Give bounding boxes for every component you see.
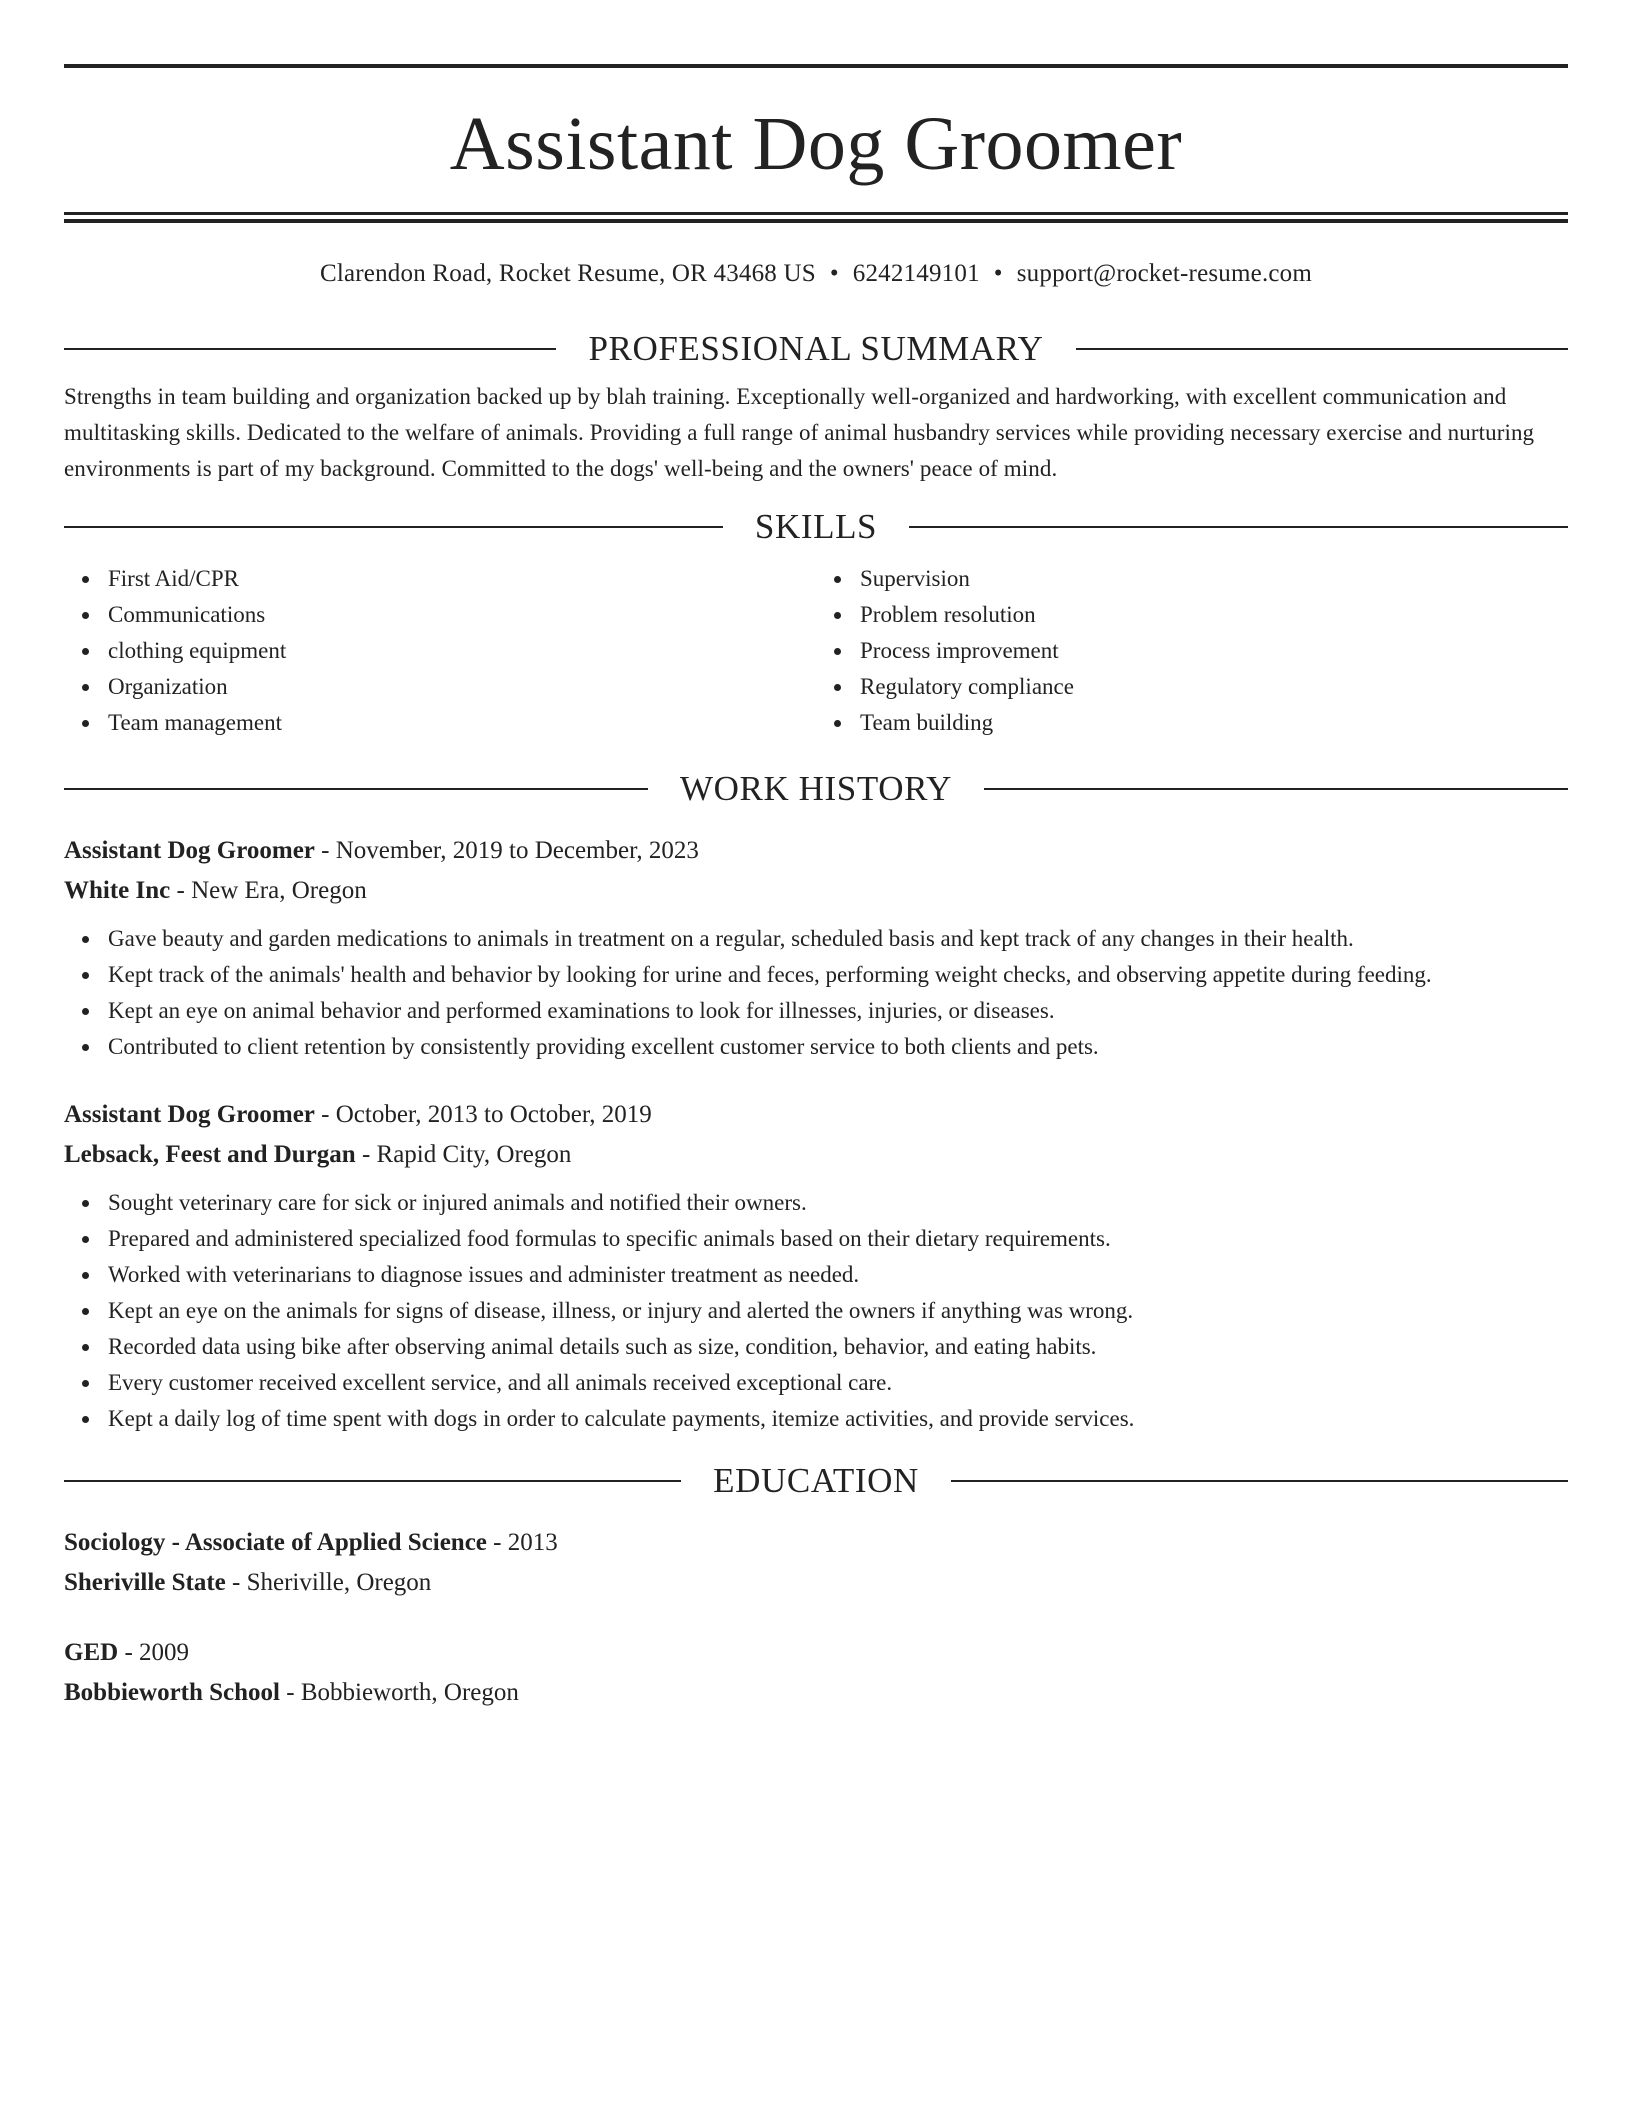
contact-address: Clarendon Road, Rocket Resume, OR 43468 US bbox=[319, 260, 816, 287]
job-bullet bbox=[64, 1029, 1568, 1065]
resume-page bbox=[64, 64, 1568, 1713]
education-degree-line: GED - 2009 bbox=[64, 1639, 190, 1666]
heading-rule-right bbox=[909, 526, 1568, 528]
education-entry bbox=[64, 1523, 1568, 1603]
education-heading-label: EDUCATION bbox=[713, 1461, 919, 1500]
job-location: Rapid City, Oregon bbox=[376, 1141, 572, 1168]
bullet-icon bbox=[834, 720, 841, 727]
skills-column-left bbox=[64, 561, 816, 741]
education-year: 2013 bbox=[507, 1529, 558, 1556]
job-bullet-text: Recorded data using bike after observing animal details such as size, condition, behavior, and eating habits. bbox=[108, 1334, 1097, 1359]
skill-item bbox=[816, 597, 1568, 633]
job-bullet bbox=[64, 1329, 1568, 1365]
job-dates: November, 2019 to December, 2023 bbox=[335, 837, 699, 864]
bullet-icon bbox=[82, 936, 89, 943]
job-bullet bbox=[64, 1185, 1568, 1221]
job-entry bbox=[64, 1095, 1568, 1437]
job-bullet-text: Worked with veterinarians to diagnose issues and administer treatment as needed. bbox=[108, 1262, 860, 1287]
job-bullet-text: Kept an eye on the animals for signs of disease, illness, or injury and alerted the owners if anything was wrong. bbox=[108, 1298, 1134, 1323]
job-bullet bbox=[64, 1365, 1568, 1401]
contact-line bbox=[64, 259, 1568, 289]
education-school: Sheriville State bbox=[64, 1569, 226, 1596]
skill-label: Process improvement bbox=[860, 638, 1059, 663]
education-school: Bobbieworth School bbox=[64, 1679, 281, 1706]
bullet-icon bbox=[82, 1344, 89, 1351]
bullet-icon bbox=[82, 648, 89, 655]
job-bullet bbox=[64, 921, 1568, 957]
job-bullet-text: Prepared and administered specialized food formulas to specific animals based on their dietary requirements. bbox=[108, 1226, 1111, 1251]
education-degree: Sociology - Associate of Applied Science bbox=[64, 1529, 487, 1556]
skill-label: Problem resolution bbox=[860, 602, 1036, 627]
resume-title: Assistant Dog Groomer bbox=[449, 102, 1183, 186]
skills-column-right bbox=[816, 561, 1568, 741]
contact-email: support@rocket-resume.com bbox=[1016, 260, 1313, 287]
bullet-icon bbox=[82, 1236, 89, 1243]
skill-label: First Aid/CPR bbox=[108, 566, 240, 591]
job-title: Assistant Dog Groomer bbox=[64, 1101, 315, 1128]
job-bullet bbox=[64, 1401, 1568, 1437]
heading-rule-right bbox=[1076, 348, 1568, 350]
skill-label: Supervision bbox=[860, 566, 970, 591]
job-entry bbox=[64, 831, 1568, 1065]
job-bullet-text: Kept an eye on animal behavior and performed examinations to look for illnesses, injuries, or diseases. bbox=[108, 998, 1055, 1023]
bullet-icon bbox=[834, 684, 841, 691]
heading-rule-left bbox=[64, 526, 723, 528]
job-location: New Era, Oregon bbox=[191, 877, 367, 904]
bullet-icon bbox=[82, 972, 89, 979]
job-bullet bbox=[64, 993, 1568, 1029]
education-heading bbox=[64, 1459, 1568, 1503]
bullet-icon bbox=[82, 1308, 89, 1315]
job-company-line: Lebsack, Feest and Durgan - Rapid City, Oregon bbox=[64, 1141, 572, 1168]
job-company: Lebsack, Feest and Durgan bbox=[64, 1141, 356, 1168]
skill-label: Organization bbox=[108, 674, 228, 699]
summary-heading bbox=[64, 327, 1568, 371]
job-title-line: Assistant Dog Groomer - October, 2013 to October, 2019 bbox=[64, 1101, 652, 1128]
top-rule bbox=[64, 64, 1568, 68]
job-bullet-text: Sought veterinary care for sick or injured animals and notified their owners. bbox=[108, 1190, 807, 1215]
bullet-icon bbox=[82, 1044, 89, 1051]
education-location: Bobbieworth, Oregon bbox=[300, 1679, 519, 1706]
skill-item bbox=[816, 669, 1568, 705]
title-double-rule bbox=[64, 212, 1568, 223]
bullet-icon bbox=[82, 1416, 89, 1423]
job-bullet-text: Every customer received excellent service, and all animals received exceptional care. bbox=[108, 1370, 893, 1395]
job-bullet bbox=[64, 1221, 1568, 1257]
education-school-line: Bobbieworth School - Bobbieworth, Oregon bbox=[64, 1679, 519, 1706]
job-bullet-text: Kept a daily log of time spent with dogs in order to calculate payments, itemize activities, and provide services. bbox=[108, 1406, 1135, 1431]
job-bullet-text: Contributed to client retention by consistently providing excellent customer service to both clients and pets. bbox=[108, 1034, 1099, 1059]
job-dates: October, 2013 to October, 2019 bbox=[335, 1101, 652, 1128]
job-bullets bbox=[64, 1185, 1568, 1437]
education-degree: GED bbox=[64, 1639, 119, 1666]
work-heading-label: WORK HISTORY bbox=[680, 769, 952, 808]
job-bullet-text: Gave beauty and garden medications to animals in treatment on a regular, scheduled basis and kept track of any changes in their health. bbox=[108, 926, 1354, 951]
skill-label: Regulatory compliance bbox=[860, 674, 1074, 699]
job-company: White Inc bbox=[64, 877, 171, 904]
education-school-line: Sheriville State - Sheriville, Oregon bbox=[64, 1569, 432, 1596]
job-bullet bbox=[64, 957, 1568, 993]
job-bullet-text: Kept track of the animals' health and behavior by looking for urine and feces, performing weight checks, and observing appetite during feeding. bbox=[108, 962, 1432, 987]
job-company-line: White Inc - New Era, Oregon bbox=[64, 877, 367, 904]
bullet-icon bbox=[82, 576, 89, 583]
education-location: Sheriville, Oregon bbox=[246, 1569, 432, 1596]
skill-label: Team building bbox=[860, 710, 994, 735]
skill-label: Team management bbox=[108, 710, 283, 735]
bullet-icon bbox=[82, 684, 89, 691]
contact-separator: • bbox=[829, 260, 839, 287]
heading-rule-left bbox=[64, 1480, 681, 1482]
heading-rule-left bbox=[64, 788, 648, 790]
education-degree-line: Sociology - Associate of Applied Science - 2013 bbox=[64, 1529, 558, 1556]
skills-list bbox=[64, 561, 1568, 741]
skill-item bbox=[64, 561, 816, 597]
skill-item bbox=[64, 597, 816, 633]
education-entry bbox=[64, 1633, 1568, 1713]
contact-phone: 6242149101 bbox=[852, 260, 980, 287]
skill-item bbox=[816, 561, 1568, 597]
skills-heading bbox=[64, 505, 1568, 549]
job-bullet bbox=[64, 1257, 1568, 1293]
summary-heading-label: PROFESSIONAL SUMMARY bbox=[588, 329, 1044, 368]
bullet-icon bbox=[82, 1380, 89, 1387]
bullet-icon bbox=[82, 1200, 89, 1207]
skill-item bbox=[816, 633, 1568, 669]
heading-rule-left bbox=[64, 348, 556, 350]
job-bullet bbox=[64, 1293, 1568, 1329]
skills-heading-label: SKILLS bbox=[754, 507, 878, 546]
summary-text: Strengths in team building and organization backed up by blah training. Exceptionally well-organized and hardworking, with excellent communication and multitasking skills. Dedicated to the welfare of animals. Providing a full range of animal husbandry services while providing necessary exercise and nurturing environments is part of my background. Committed to the dogs' well-being and the owners' peace of mind. bbox=[64, 384, 1535, 481]
bullet-icon bbox=[834, 648, 841, 655]
contact-separator: • bbox=[993, 260, 1003, 287]
bullet-icon bbox=[82, 720, 89, 727]
skill-item bbox=[64, 633, 816, 669]
bullet-icon bbox=[82, 1272, 89, 1279]
job-bullets bbox=[64, 921, 1568, 1065]
skill-item bbox=[64, 669, 816, 705]
bullet-icon bbox=[834, 612, 841, 619]
job-title: Assistant Dog Groomer bbox=[64, 837, 315, 864]
skill-label: Communications bbox=[108, 602, 266, 627]
education-year: 2009 bbox=[139, 1639, 190, 1666]
skill-label: clothing equipment bbox=[108, 638, 287, 663]
skill-item bbox=[64, 705, 816, 741]
work-heading bbox=[64, 767, 1568, 811]
skill-item bbox=[816, 705, 1568, 741]
bullet-icon bbox=[834, 576, 841, 583]
bullet-icon bbox=[82, 612, 89, 619]
heading-rule-right bbox=[984, 788, 1568, 790]
bullet-icon bbox=[82, 1008, 89, 1015]
job-title-line: Assistant Dog Groomer - November, 2019 to December, 2023 bbox=[64, 837, 699, 864]
heading-rule-right bbox=[951, 1480, 1568, 1482]
